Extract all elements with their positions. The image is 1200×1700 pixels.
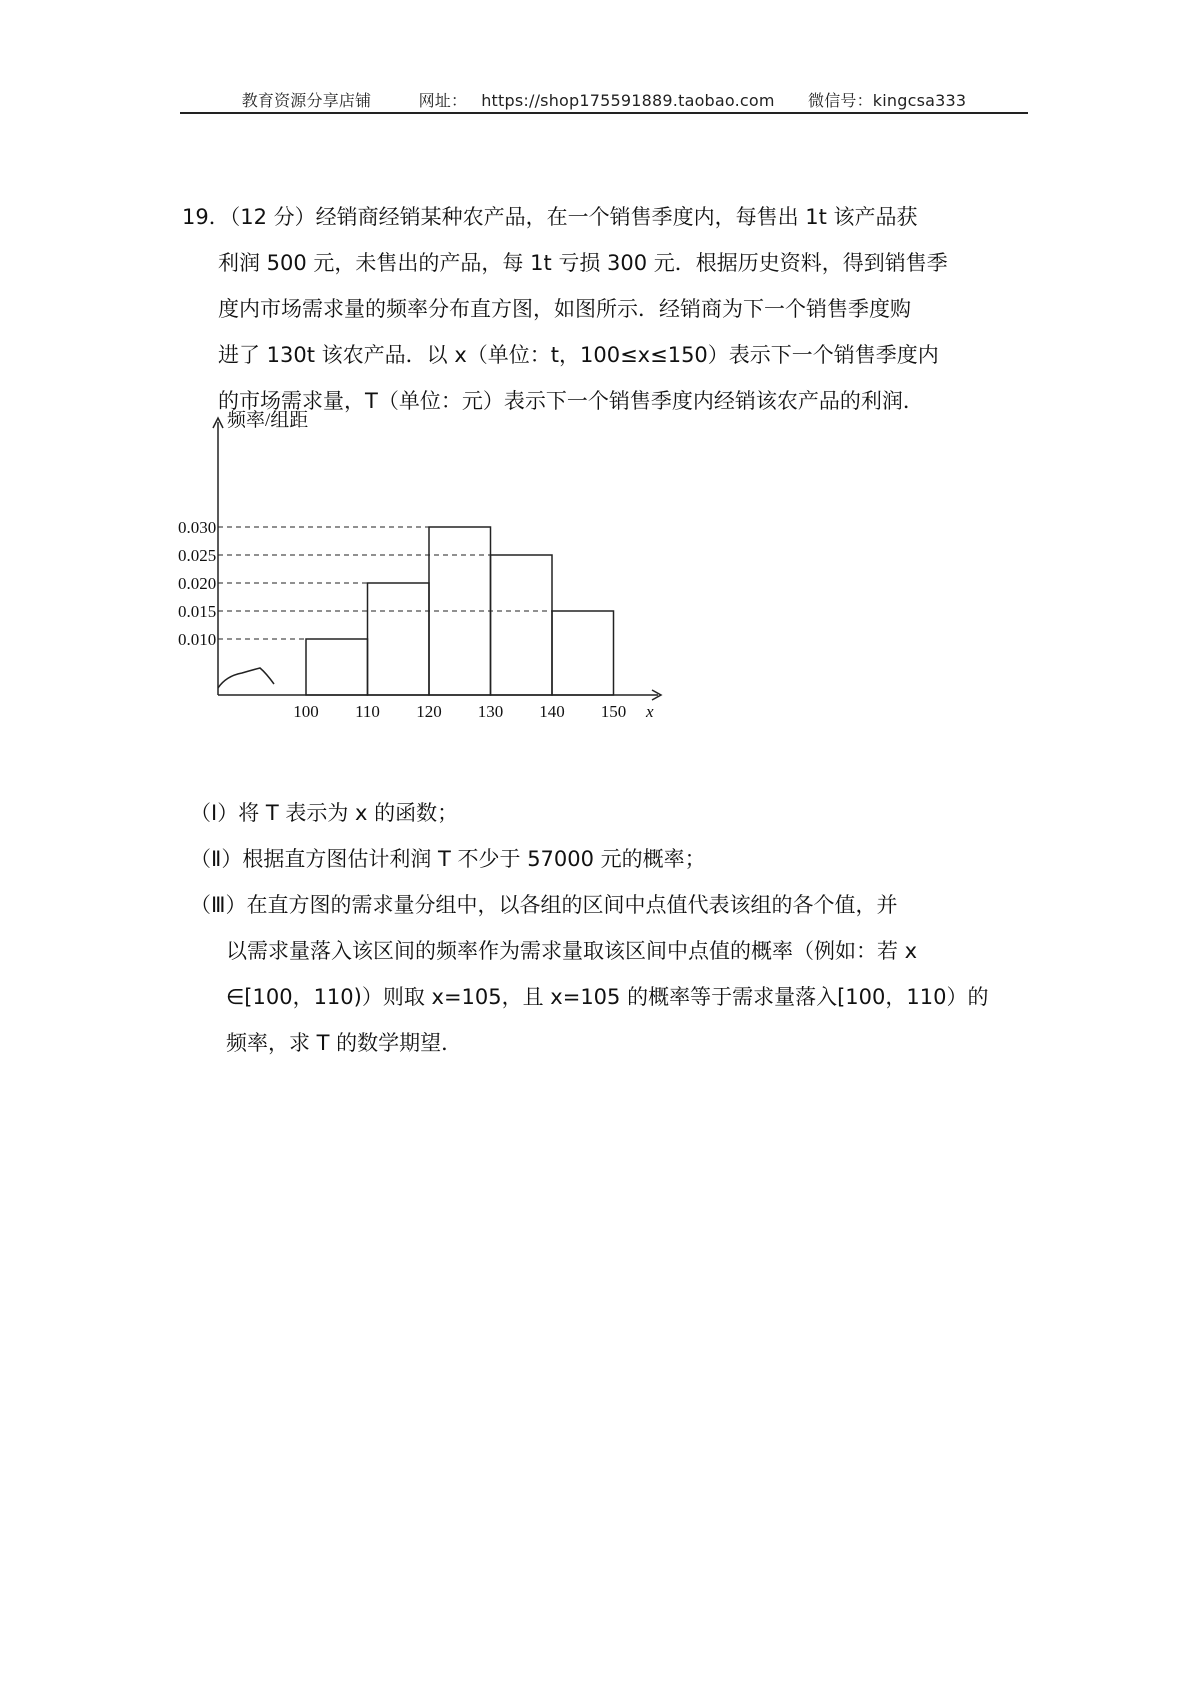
x-tick-label: 130 (477, 702, 504, 721)
x-tick-label: 110 (355, 702, 380, 721)
y-tick-label: 0.030 (178, 518, 217, 537)
header-wechat: 微信号：kingcsa333 (808, 91, 967, 110)
x-tick-label: 150 (600, 702, 627, 721)
histogram-bar (368, 583, 430, 695)
question-line: 利润 500 元，未售出的产品，每 1t 亏损 300 元．根据历史资料，得到销售季 (218, 251, 948, 275)
x-tick-label: 120 (416, 702, 442, 721)
histogram-figure (178, 410, 740, 790)
header-shop: 教育资源分享店铺 (241, 91, 372, 110)
y-tick-label: 0.020 (178, 574, 217, 593)
header-site-label: 网址： (418, 91, 468, 110)
part-3-line: （Ⅲ）在直方图的需求量分组中，以各组的区间中点值代表该组的各个值，并 (190, 893, 898, 917)
part-3-line: ∈[100，110)）则取 x=105，且 x=105 的概率等于需求量落入[100，110）的 (226, 985, 989, 1009)
x-tick-label: 100 (293, 702, 319, 721)
y-tick-label: 0.025 (178, 546, 217, 565)
histogram-bar (552, 611, 614, 695)
question-line: 度内市场需求量的频率分布直方图，如图所示．经销商为下一个销售季度购 (218, 297, 911, 321)
y-axis-label: 频率/组距 (227, 410, 309, 431)
y-tick-label: 0.010 (178, 630, 217, 649)
histogram-chart (178, 410, 740, 790)
question-line: 的市场需求量，T（单位：元）表示下一个销售季度内经销该农产品的利润． (218, 389, 924, 413)
x-axis-label: x (646, 702, 654, 721)
question-parts (190, 790, 1030, 1066)
histogram-bar (491, 555, 553, 695)
histogram-bar (306, 639, 368, 695)
part-3-line: 频率，求 T 的数学期望． (226, 1031, 463, 1055)
question-line: 19．（12 分）经销商经销某种农产品，在一个销售季度内，每售出 1t 该产品获 (182, 205, 918, 229)
y-tick-label: 0.015 (178, 602, 217, 621)
x-tick-label: 140 (539, 702, 565, 721)
part-3-line: 以需求量落入该区间的频率作为需求量取该区间中点值的概率（例如：若 x (226, 939, 918, 963)
header-site-url[interactable]: https://shop175591889.taobao.com (481, 91, 775, 110)
question-text (182, 194, 1032, 424)
part-1: （Ⅰ）将 T 表示为 x 的函数； (190, 801, 459, 825)
part-2: （Ⅱ）根据直方图估计利润 T 不少于 57000 元的概率； (190, 847, 706, 871)
header-rule (180, 112, 1028, 114)
page-header (180, 88, 1028, 111)
question-line: 进了 130t 该农产品．以 x（单位：t，100≤x≤150）表示下一个销售季度内 (218, 343, 939, 367)
axis-break (218, 668, 274, 688)
